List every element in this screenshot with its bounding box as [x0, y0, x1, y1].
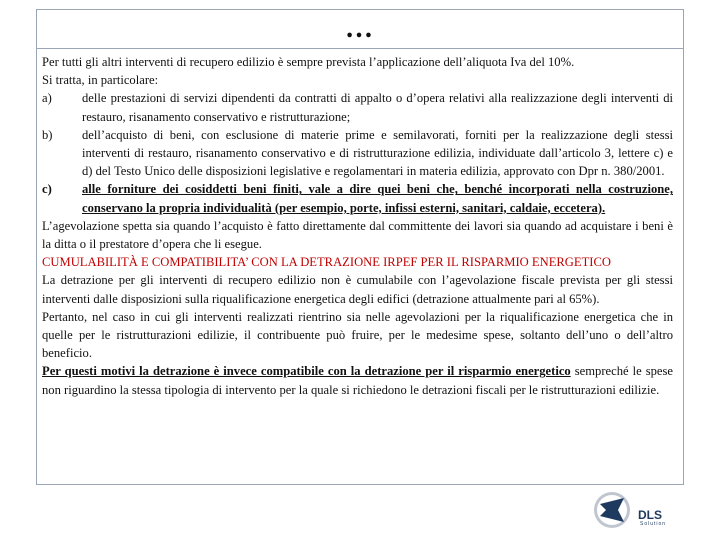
list-text-emphasized: alle forniture dei cosiddetti beni finiti, vale a dire quei beni che, benché incorporati nella costruzione, conservano la propria individualità (per esempio, porte, infissi esterni, sanitari, caldaie, eccetera). [82, 182, 673, 215]
list-marker: b) [42, 127, 53, 142]
paragraph-intro-list: Si tratta, in particolare: [42, 73, 159, 88]
paragraph-rest: sempreché le spese non riguardino la stessa tipologia di intervento per la quale si richiedono le detrazioni fiscali per le ristrutturazioni edilizie. [42, 364, 673, 397]
title-bar [36, 9, 684, 49]
list-marker: c) [42, 182, 52, 197]
paragraph-compatibile [42, 362, 673, 398]
logo-name: DLS [638, 508, 662, 522]
paragraph-pertanto: Pertanto, nel caso in cui gli interventi realizzati rientrino sia nelle agevolazioni per la riqualificazione energetica che in quelle per le ristrutturazioni edilizie, il contribuente può fruire, per le medesime spese, soltanto dell’uno o dell’altro beneficio. [42, 309, 673, 361]
paragraph-agevolazione: L’agevolazione spetta sia quando l’acquisto è fatto direttamente dal committente dei lavori sia quando ad acquistare i beni è la ditta o il prestatore d’opera che li esegue. [42, 218, 673, 252]
logo-subtitle: Solution [640, 521, 667, 527]
list-item-c [42, 180, 673, 216]
list-item-b [42, 126, 673, 181]
list-text: delle prestazioni di servizi dipendenti da contratti di appalto o d’opera relativi alla realizzazione degli interventi di restauro, risanamento conservativo e ristrutturazione; [82, 91, 673, 124]
slide-title: … [345, 13, 375, 44]
list-item-a [42, 89, 673, 125]
list-text: dell’acquisto di beni, con esclusione di materie prime e semilavorati, forniti per la realizzazione degli stessi interventi di restauro, risanamento conservativo e di ristrutturazione edilizia, individuate dall’articolo 3, lettere c) e d) del Testo Unico delle disposizioni legislative e regolamentari in materia edilizia, approvato con Dpr n. 380/2001. [82, 127, 673, 179]
paragraph-aliquota: Per tutti gli altri interventi di recupero edilizio è sempre prevista l’applicazione dell’aliquota Iva del 10%. [42, 55, 575, 69]
emphasized-text: Per questi motivi la detrazione è invece compatibile con la detrazione per il risparmio energetico [42, 364, 571, 379]
list-marker: a) [42, 91, 52, 106]
section-heading: CUMULABILITÀ E COMPATIBILITA’ CON LA DETRAZIONE IRPEF PER IL RISPARMIO ENERGETICO [42, 255, 611, 270]
paragraph-non-cumulabile: La detrazione per gli interventi di recupero edilizio non è cumulabile con l’agevolazione fiscale prevista per gli stessi interventi dalle disposizioni sulla riqualificazione energetica degli edifici (detrazione attualmente pari al 65%). [42, 273, 673, 306]
slide-content [42, 53, 673, 399]
